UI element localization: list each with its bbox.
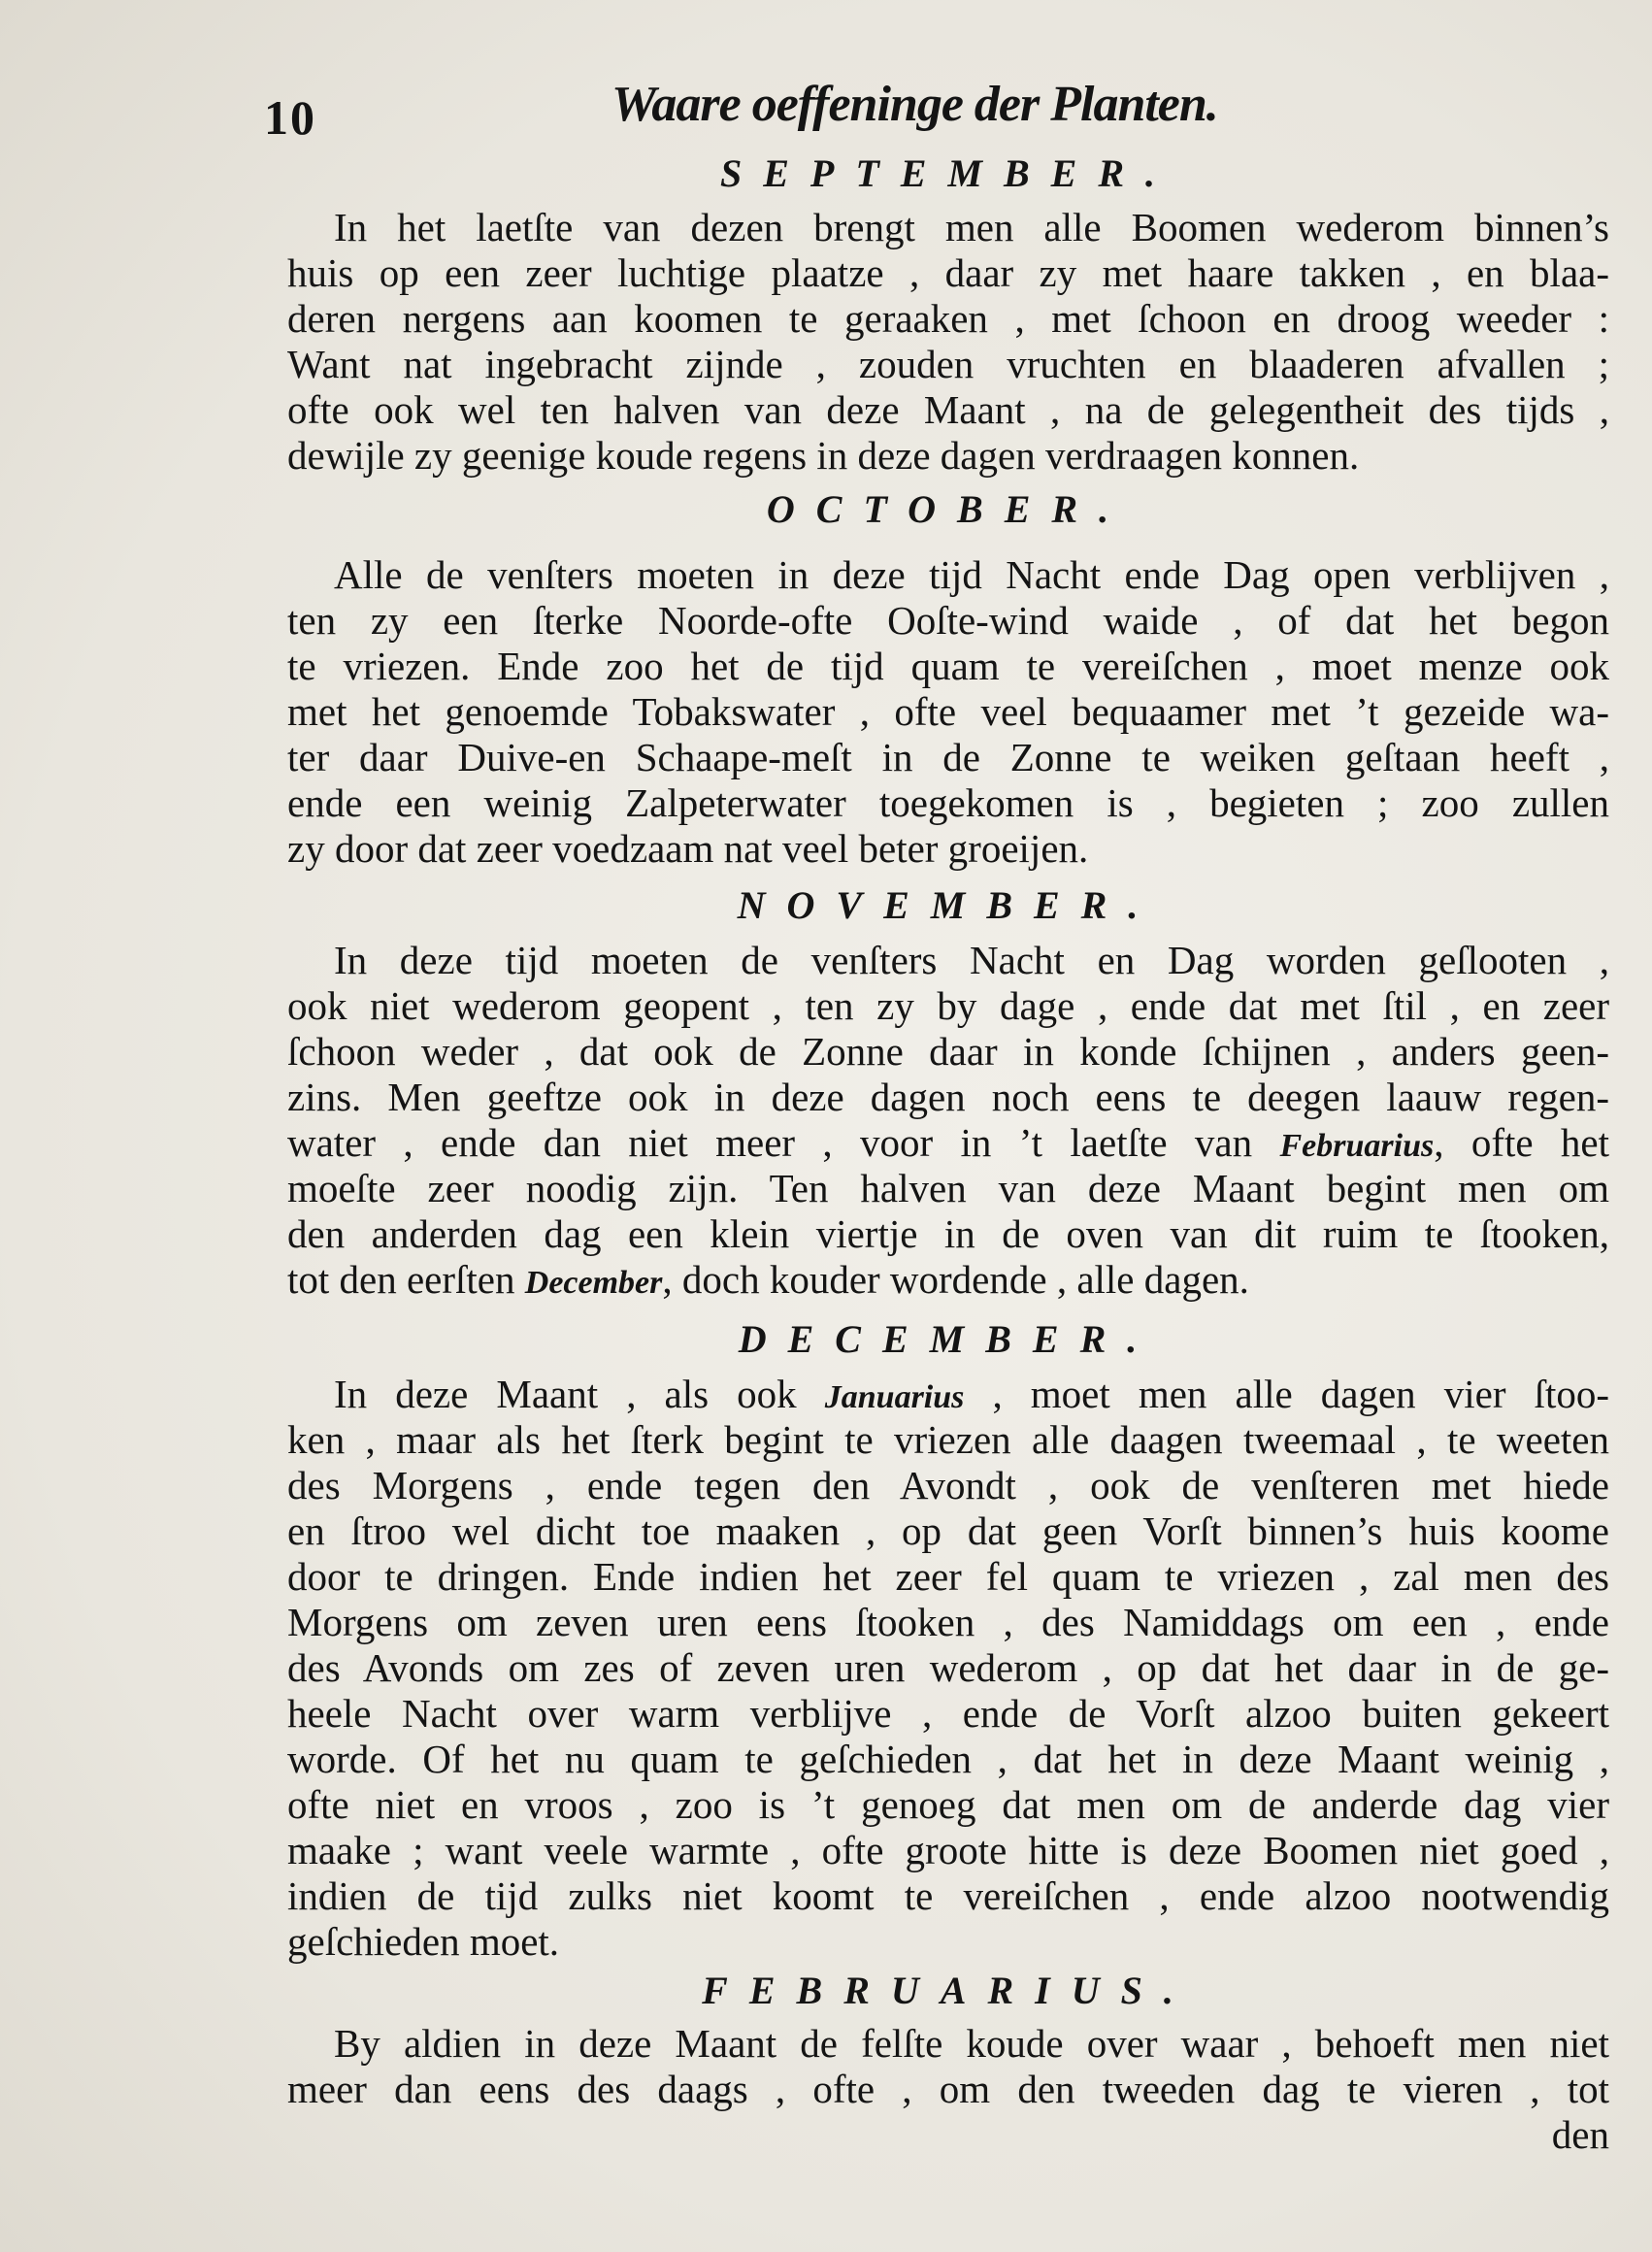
text-line xyxy=(287,1257,1609,1303)
text-line: deren nergens aan koomen te geraaken , met ſchoon en droog weeder : xyxy=(287,296,1609,341)
heading-november: NOVEMBER. xyxy=(737,883,1160,927)
text-line: ende een weinig Zalpeterwater toegekomen is , begieten ; zoo zullen xyxy=(287,780,1609,825)
heading-december: DECEMBER. xyxy=(738,1317,1159,1361)
text-line: des Avonds om zes of zeven uren wederom , op dat het daar in de ge- xyxy=(287,1645,1609,1690)
text-line: By aldien in deze Maant de felſte koude over waar , behoeft men niet xyxy=(334,2021,1609,2066)
text-line: meer dan eens des daags , ofte , om den tweeden dag te vieren , tot xyxy=(287,2067,1609,2111)
text-line: worde. Of het nu quam te geſchieden , dat het in deze Maant weinig , xyxy=(287,1737,1609,1781)
text-line: Morgens om zeven uren eens ſtooken , des Namiddags om een , ende xyxy=(287,1600,1609,1644)
text-line: geſchieden moet. xyxy=(287,1919,560,1964)
text-segment: , doch kouder wordende , alle dagen. xyxy=(662,1257,1249,1302)
text-line: ter daar Duive-en Schaape-meſt in de Zonne te weiken geſtaan heeft , xyxy=(287,735,1609,779)
text-line: den anderden dag een klein viertje in de oven van dit ruim te ſtooken, xyxy=(287,1211,1609,1256)
page-number: 10 xyxy=(264,90,316,145)
text-line: Alle de venſters moeten in deze tijd Nacht ende Dag open verblijven , xyxy=(334,552,1609,597)
paragraph-december xyxy=(287,1372,1609,1965)
text-line: In het laetſte van dezen brengt men alle Boomen wederom binnen’s xyxy=(334,205,1609,249)
text-line: heele Nacht over warm verblijve , ende de Vorſt alzoo buiten gekeert xyxy=(287,1691,1609,1736)
text-line: maake ; want veele warmte , ofte groote hitte is deze Boomen niet goed , xyxy=(287,1828,1609,1872)
catchword: den xyxy=(1551,2112,1609,2157)
text-line: indien de tijd zulks niet koomt te vereiſchen , ende alzoo nootwendig xyxy=(287,1873,1609,1918)
text-line: huis op een zeer luchtige plaatze , daar zy met haare takken , en blaa- xyxy=(287,250,1609,295)
text-line: ofte ook wel ten halven van deze Maant , na de gelegentheit des tijds , xyxy=(287,387,1609,432)
italic-term: Februarius xyxy=(1279,1128,1435,1164)
text-segment: tot den eerſten xyxy=(287,1257,525,1302)
text-segment: water , ende dan niet meer , voor in ’t laetſte van xyxy=(287,1120,1280,1165)
italic-term: December xyxy=(524,1265,663,1301)
text-segment: , moet men alle dagen vier ſtoo- xyxy=(964,1372,1609,1416)
paragraph-november xyxy=(287,938,1609,1303)
text-line: moeſte zeer noodig zijn. Ten halven van deze Maant begint men om xyxy=(287,1166,1609,1210)
text-line xyxy=(287,1120,1609,1166)
text-line: door te dringen. Ende indien het zeer fel quam te vriezen , zal men des xyxy=(287,1554,1609,1599)
text-line: dewijle zy geenige koude regens in deze dagen verdraagen konnen. xyxy=(287,433,1360,478)
text-line: Want nat ingebracht zijnde , zouden vruchten en blaaderen afvallen ; xyxy=(287,342,1609,386)
paragraph-october xyxy=(287,552,1609,872)
italic-term: Januarius xyxy=(824,1379,965,1415)
heading-februarius: FEBRUARIUS. xyxy=(702,1969,1195,2012)
text-segment: In deze Maant , als ook xyxy=(334,1372,825,1416)
text-line: en ſtroo wel dicht toe maaken , op dat geen Vorſt binnen’s huis koome xyxy=(287,1508,1609,1553)
running-title: Waare oeffeninge der Planten. xyxy=(611,77,1218,132)
text-line: zins. Men geeftze ook in deze dagen noch eens te deegen laauw regen- xyxy=(287,1075,1609,1119)
text-line xyxy=(287,1372,1609,1417)
text-line: met het genoemde Tobakswater , ofte veel bequaamer met ’t gezeide wa- xyxy=(287,689,1609,734)
text-segment: , ofte het xyxy=(1434,1120,1610,1165)
paragraph-september xyxy=(287,205,1609,479)
text-line: ken , maar als het ſterk begint te vriezen alle daagen tweemaal , te weeten xyxy=(287,1417,1609,1462)
text-line: des Morgens , ende tegen den Avondt , ook de venſteren met hiede xyxy=(287,1463,1609,1507)
heading-september: SEPTEMBER. xyxy=(719,151,1177,195)
text-line: ook niet wederom geopent , ten zy by dage , ende dat met ſtil , en zeer xyxy=(287,983,1609,1028)
paragraph-februarius xyxy=(287,2021,1609,2112)
text-line: ofte niet en vroos , zoo is ’t genoeg dat men om de anderde dag vier xyxy=(287,1782,1609,1827)
text-line: In deze tijd moeten de venſters Nacht en Dag worden geſlooten , xyxy=(334,938,1609,982)
text-line: ſchoon weder , dat ook de Zonne daar in konde ſchijnen , anders geen- xyxy=(287,1029,1609,1074)
heading-october: OCTOBER. xyxy=(766,487,1131,531)
text-line: te vriezen. Ende zoo het de tijd quam te vereiſchen , moet menze ook xyxy=(287,644,1609,688)
text-line: zy door dat zeer voedzaam nat veel beter groeijen. xyxy=(287,826,1089,871)
text-line: ten zy een ſterke Noorde-ofte Ooſte-wind waide , of dat het begon xyxy=(287,598,1609,643)
catchword-block xyxy=(287,2112,1609,2158)
